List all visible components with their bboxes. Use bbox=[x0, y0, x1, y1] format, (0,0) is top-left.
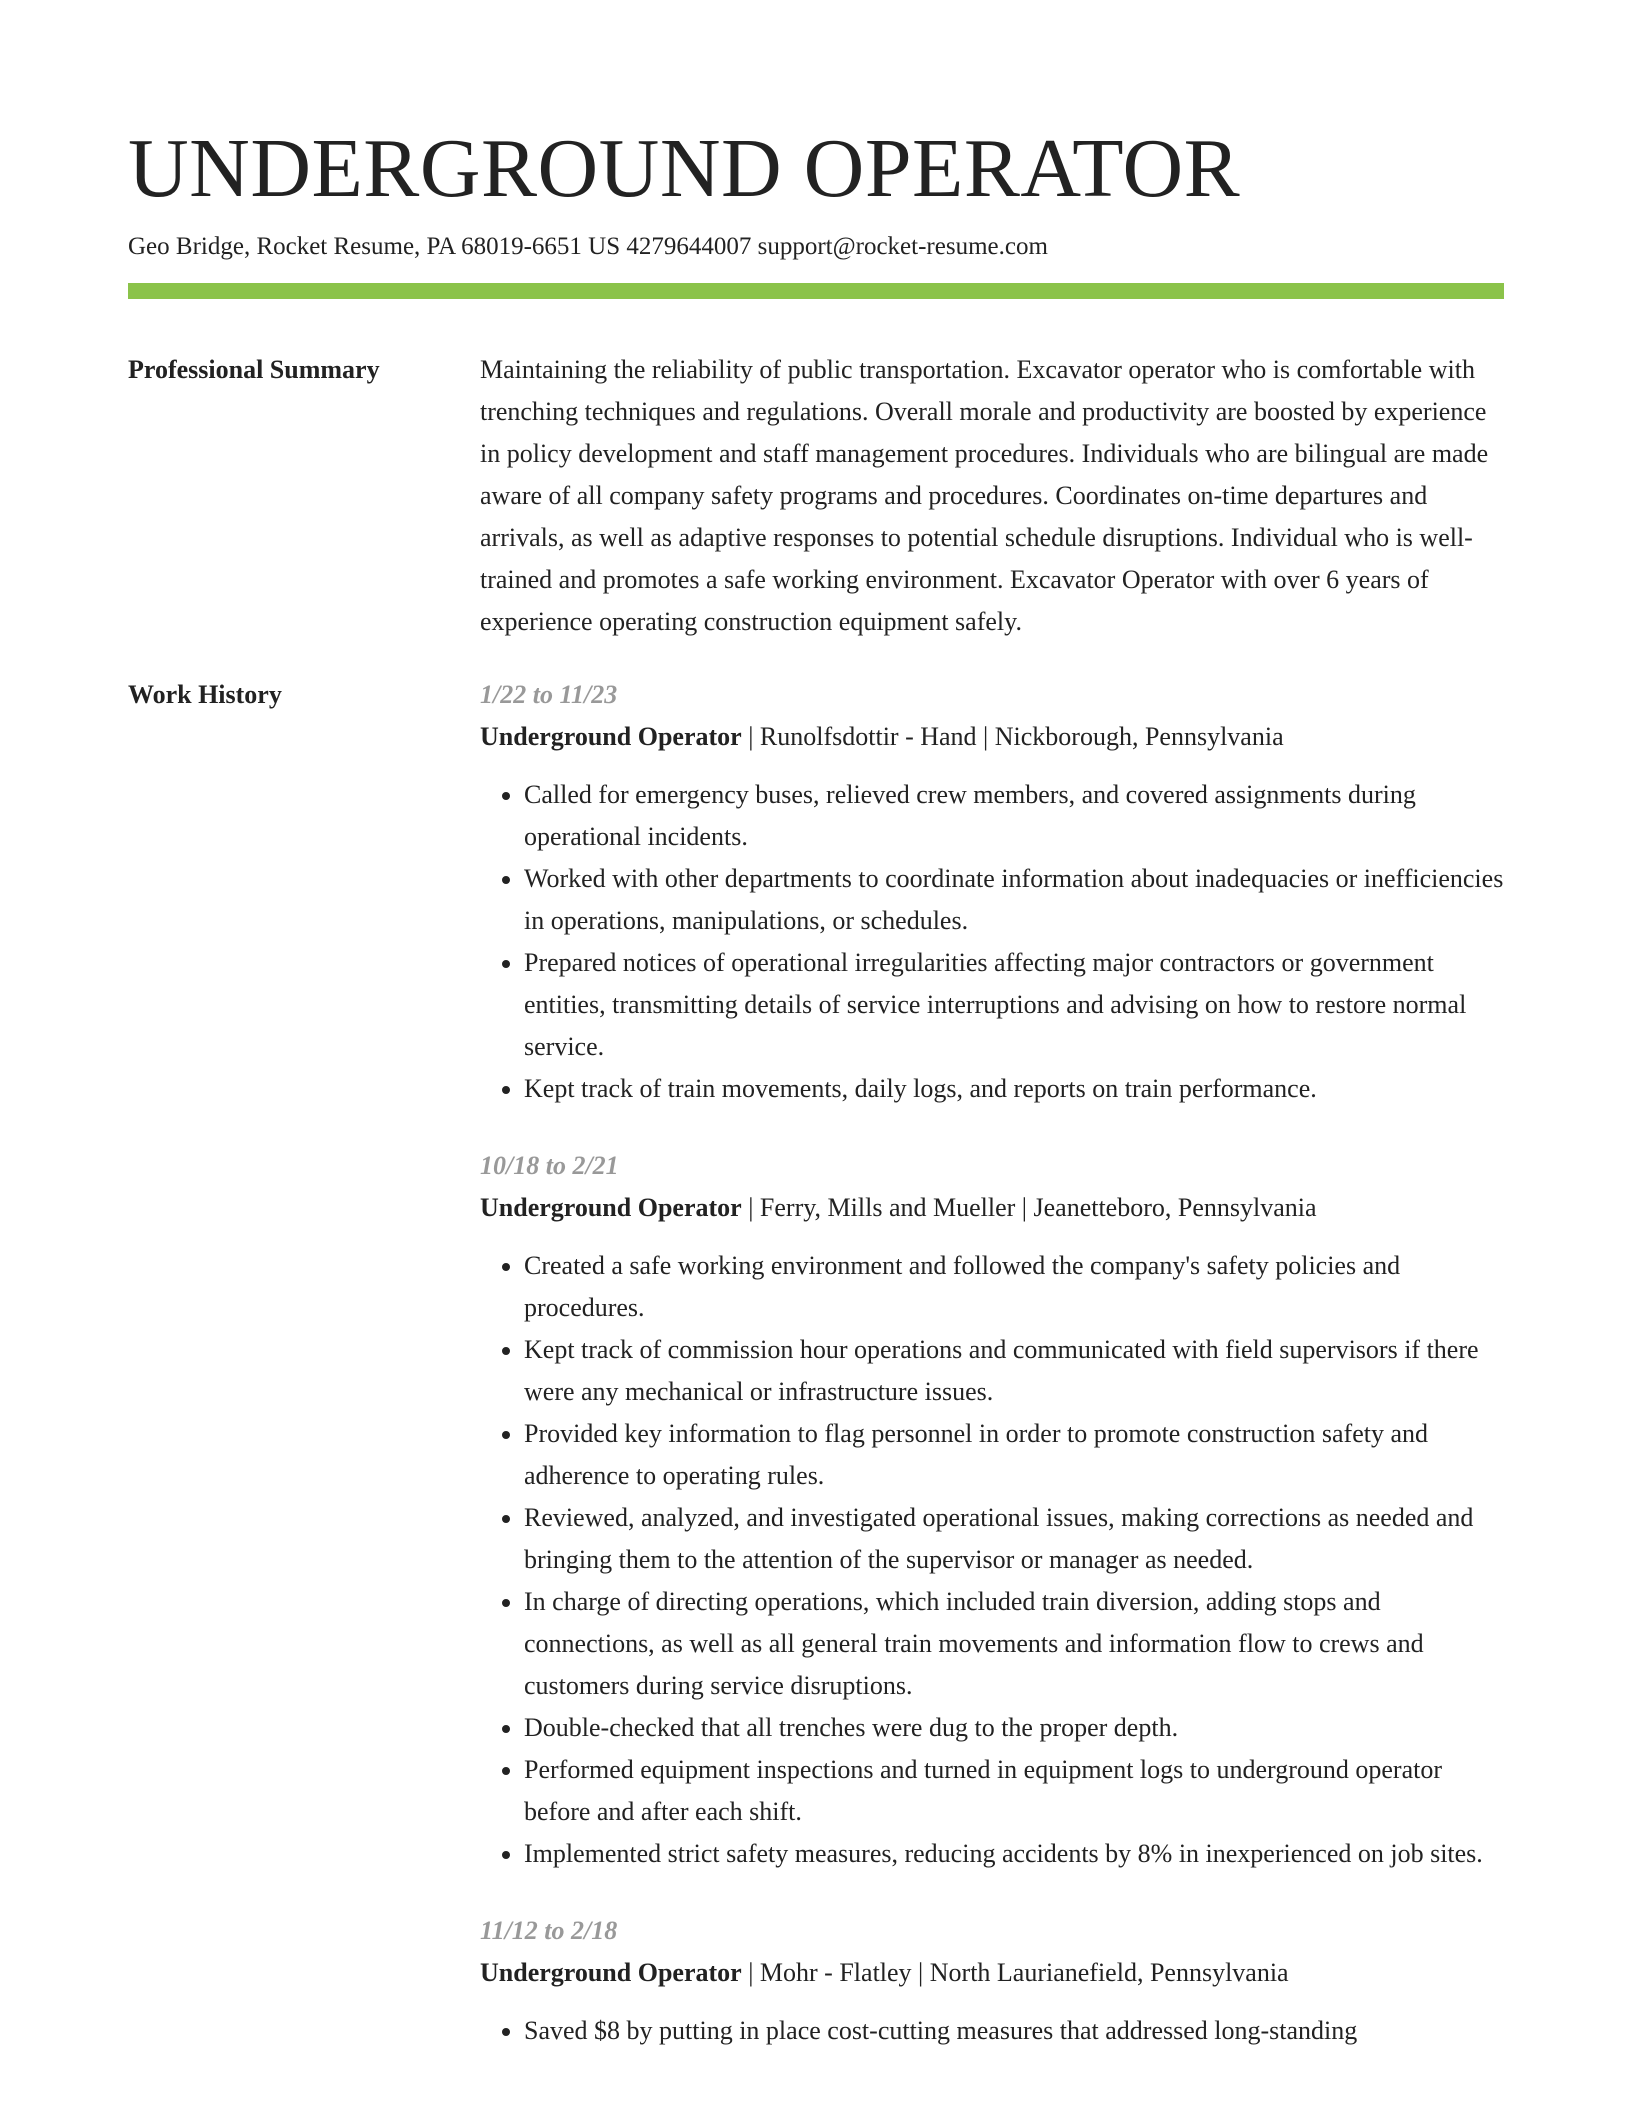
job-employer-location: | Ferry, Mills and Mueller | Jeanetteboro, Pennsylvania bbox=[741, 1193, 1317, 1222]
job-bullet: • Implemented strict safety measures, reducing accidents by 8% in inexperienced on job sites. bbox=[524, 1833, 1504, 1875]
job-bullet: • Double-checked that all trenches were dug to the proper depth. bbox=[524, 1707, 1504, 1749]
resume-page bbox=[128, 0, 1504, 2052]
job-bullet: • Reviewed, analyzed, and investigated operational issues, making corrections as needed and bringing them to the attention of the supervisor or manager as needed. bbox=[524, 1497, 1504, 1581]
job-bullet: • Performed equipment inspections and turned in equipment logs to underground operator before and after each shift. bbox=[524, 1749, 1504, 1833]
job-bullet: • Worked with other departments to coordinate information about inadequacies or inefficiencies in operations, manipulations, or schedules. bbox=[524, 858, 1504, 942]
job-dates: 1/22 to 11/23 bbox=[480, 680, 618, 709]
section-label-summary: Professional Summary bbox=[128, 355, 380, 384]
job-bullet-list bbox=[480, 2010, 1504, 2052]
accent-divider bbox=[128, 283, 1504, 299]
job-dates: 11/12 to 2/18 bbox=[480, 1916, 618, 1945]
job-dates: 10/18 to 2/21 bbox=[480, 1151, 619, 1180]
job-bullet-list bbox=[480, 1245, 1504, 1875]
job-title: Underground Operator bbox=[480, 1958, 742, 1987]
job-bullet: • Provided key information to flag personnel in order to promote construction safety and adherence to operating rules. bbox=[524, 1413, 1504, 1497]
job-employer-location: | Runolfsdottir - Hand | Nickborough, Pennsylvania bbox=[741, 722, 1284, 751]
work-history-body bbox=[480, 674, 1504, 2052]
job-heading bbox=[480, 1952, 1504, 1994]
job-bullet: • Kept track of commission hour operations and communicated with field supervisors if there were any mechanical or infrastructure issues. bbox=[524, 1329, 1504, 1413]
job-employer-location: | Mohr - Flatley | North Laurianefield, Pennsylvania bbox=[741, 1958, 1289, 1987]
contact-line: Geo Bridge, Rocket Resume, PA 68019-6651 US 4279644007 support@rocket-resume.com bbox=[128, 233, 1048, 260]
work-history-section bbox=[128, 674, 1504, 2052]
job-title: Underground Operator bbox=[480, 1193, 742, 1222]
job-bullet: • Called for emergency buses, relieved crew members, and covered assignments during operational incidents. bbox=[524, 774, 1504, 858]
job-heading bbox=[480, 716, 1504, 758]
job-bullet: • Created a safe working environment and followed the company's safety policies and procedures. bbox=[524, 1245, 1504, 1329]
section-label-work-history: Work History bbox=[128, 680, 282, 709]
job-bullet-list bbox=[480, 774, 1504, 1110]
job-bullet: • In charge of directing operations, which included train diversion, adding stops and connections, as well as all general train movements and information flow to crews and customers during service disruptions. bbox=[524, 1581, 1504, 1707]
summary-text: Maintaining the reliability of public transportation. Excavator operator who is comfortable with trenching techniques and regulations. Overall morale and productivity are boosted by experience in policy development and staff management procedures. Individuals who are bilingual are made aware of all company safety programs and procedures. Coordinates on-time departures and arrivals, as well as adaptive responses to potential schedule disruptions. Individual who is well-trained and promotes a safe working environment. Excavator Operator with over 6 years of experience operating construction equipment safely. bbox=[480, 355, 1489, 636]
job-heading bbox=[480, 1187, 1504, 1229]
resume-name-heading: UNDERGROUND OPERATOR bbox=[128, 122, 1241, 215]
job-entry bbox=[480, 1145, 1504, 1875]
job-bullet: • Prepared notices of operational irregularities affecting major contractors or government entities, transmitting details of service interruptions and advising on how to restore normal service. bbox=[524, 942, 1504, 1068]
professional-summary-section bbox=[128, 349, 1504, 643]
summary-body bbox=[480, 349, 1504, 643]
job-entry bbox=[480, 674, 1504, 1110]
job-bullet: • Saved $8 by putting in place cost-cutting measures that addressed long-standing bbox=[524, 2010, 1504, 2052]
job-bullet: • Kept track of train movements, daily logs, and reports on train performance. bbox=[524, 1068, 1504, 1110]
job-entry bbox=[480, 1910, 1504, 2052]
job-title: Underground Operator bbox=[480, 722, 742, 751]
